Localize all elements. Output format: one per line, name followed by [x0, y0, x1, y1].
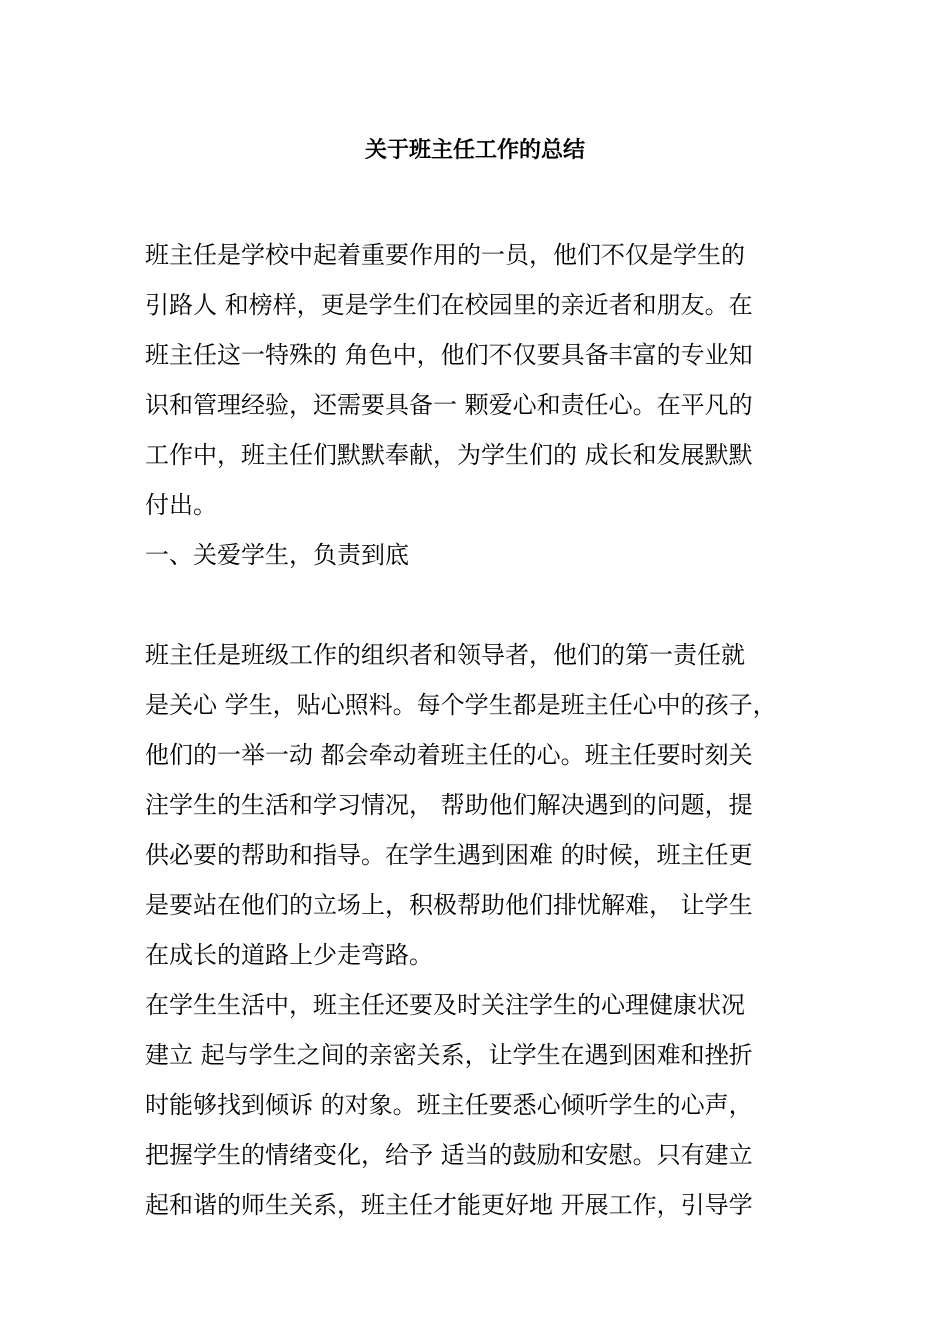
- text-line: 在成长的道路上少走弯路。: [145, 941, 433, 969]
- text-line: 起和谐的师生关系，班主任才能更好地 开展工作，引导学: [145, 1191, 753, 1219]
- text-line: 付出。: [145, 491, 217, 519]
- blank-line: [145, 580, 815, 630]
- text-line: 建立 起与学生之间的亲密关系，让学生在遇到困难和挫折: [145, 1041, 753, 1069]
- text-line: 时能够找到倾诉 的对象。班主任要悉心倾听学生的心声，: [145, 1091, 753, 1119]
- text-line: 注学生的生活和学习情况， 帮助他们解决遇到的问题，提: [145, 791, 753, 819]
- document-body: [145, 230, 815, 1230]
- text-line: 把握学生的情绪变化，给予 适当的鼓励和安慰。只有建立: [145, 1141, 753, 1169]
- text-line: 是关心 学生，贴心照料。每个学生都是班主任心中的孩子，: [145, 691, 777, 719]
- page-title: 关于班主任工作的总结: [364, 138, 585, 163]
- section-heading: 一、关爱学生，负责到底: [145, 541, 409, 569]
- text-line: 在学生生活中，班主任还要及时关注学生的心理健康状况: [145, 991, 745, 1019]
- text-line: 班主任是学校中起着重要作用的一员，他们不仅是学生的: [145, 241, 745, 269]
- text-line: 工作中，班主任们默默奉献，为学生们的 成长和发展默默: [145, 441, 753, 469]
- text-line: 班主任是班级工作的组织者和领导者，他们的第一责任就: [145, 641, 745, 669]
- text-line: 引路人 和榜样，更是学生们在校园里的亲近者和朋友。在: [145, 291, 753, 319]
- text-line: 班主任这一特殊的 角色中，他们不仅要具备丰富的专业知: [145, 341, 753, 369]
- text-line: 是要站在他们的立场上，积极帮助他们排忧解难， 让学生: [145, 891, 753, 919]
- text-line: 识和管理经验，还需要具备一 颗爱心和责任心。在平凡的: [145, 391, 753, 419]
- text-line: 他们的一举一动 都会牵动着班主任的心。班主任要时刻关: [145, 741, 753, 769]
- text-line: 供必要的帮助和指导。在学生遇到困难 的时候，班主任更: [145, 841, 753, 869]
